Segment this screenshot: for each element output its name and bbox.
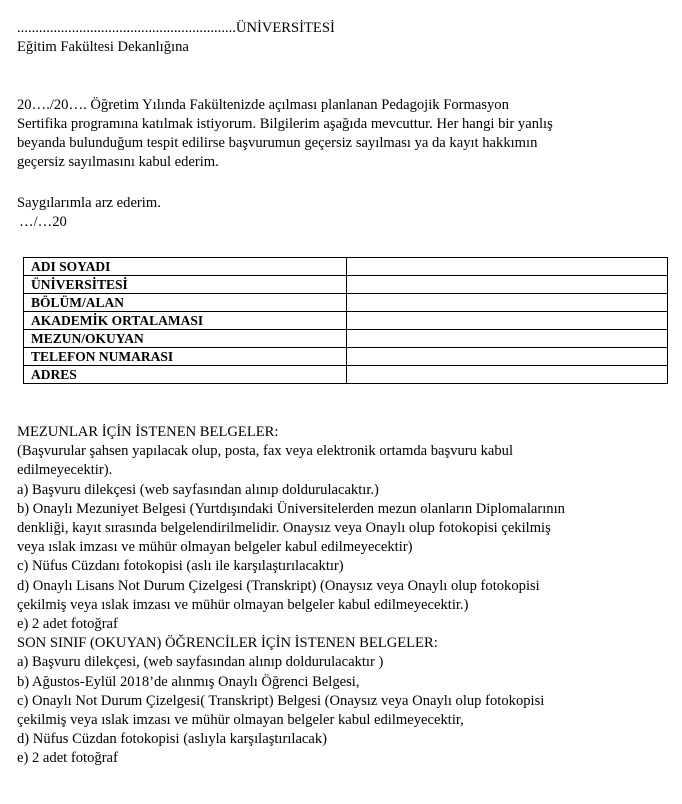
requirement-line: c) Onaylı Not Durum Çizelgesi( Transkript) Belgesi (Onaysız veya Onaylı olup fotokopisi [17, 692, 545, 709]
row-value-field[interactable] [347, 258, 668, 276]
requirement-line: c) Nüfus Cüzdanı fotokopisi (aslı ile karşılaştırılacaktır) [17, 558, 344, 575]
requirement-line: veya ıslak imzası ve mühür olmayan belgeler kabul edilmeyecektir) [17, 539, 413, 556]
table-row [24, 276, 668, 294]
table-row [24, 312, 668, 330]
info-table [23, 257, 668, 384]
row-label: TELEFON NUMARASI [24, 348, 347, 366]
letter-line: Sertifika programına katılmak istiyorum. Bilgilerim aşağıda mevcuttur. Her hangi bir yanlış [17, 116, 553, 132]
requirement-line: d) Onaylı Lisans Not Durum Çizelgesi (Transkript) (Onaysız veya Onaylı olup fotokopisi [17, 577, 540, 594]
row-value-field[interactable] [347, 348, 668, 366]
requirement-line: çekilmiş veya ıslak imzası ve mühür olmayan belgeler kabul edilmeyecektir, [17, 712, 464, 729]
table-row [24, 294, 668, 312]
table-row [24, 366, 668, 384]
row-value-field[interactable] [347, 366, 668, 384]
row-value-field[interactable] [347, 330, 668, 348]
requirement-line: çekilmiş veya ıslak imzası ve mühür olmayan belgeler kabul edilmeyecektir.) [17, 596, 469, 613]
row-value-field[interactable] [347, 276, 668, 294]
graduates-heading: MEZUNLAR İÇİN İSTENEN BELGELER: [17, 424, 279, 440]
requirement-line: denkliği, kayıt sırasında belgelendirilmelidir. Onaysız veya Onaylı olup fotokopisi çekilmiş [17, 520, 551, 537]
table-row [24, 330, 668, 348]
students-heading: SON SINIF (OKUYAN) ÖĞRENCİLER İÇİN İSTENEN BELGELER: [17, 635, 438, 652]
dean-line: Eğitim Fakültesi Dekanlığına [17, 39, 189, 55]
row-label: BÖLÜM/ALAN [24, 294, 347, 312]
requirement-line: a) Başvuru dilekçesi (web sayfasından alınıp doldurulacaktır.) [17, 481, 379, 498]
date-line: …/…20 [19, 214, 67, 230]
row-label: ADI SOYADI [24, 258, 347, 276]
requirement-line: b) Ağustos-Eylül 2018’de alınmış Onaylı Öğrenci Belgesi, [17, 673, 360, 690]
row-value-field[interactable] [347, 294, 668, 312]
salutation: Saygılarımla arz ederim. [17, 195, 161, 211]
row-label: ÜNİVERSİTESİ [24, 276, 347, 294]
requirement-line: a) Başvuru dilekçesi, (web sayfasından alınıp doldurulacaktır ) [17, 654, 384, 671]
letter-line: 20…./20…. Öğretim Yılında Fakültenizde açılması planlanan Pedagojik Formasyon [17, 97, 509, 113]
requirement-line: d) Nüfus Cüzdan fotokopisi (aslıyla karşılaştırılacak) [17, 731, 328, 748]
requirement-line: e) 2 adet fotoğraf [17, 750, 118, 767]
university-line: ............................................................ÜNİVERSİTESİ [17, 20, 335, 36]
row-label: MEZUN/OKUYAN [24, 330, 347, 348]
requirement-line: edilmeyecektir). [17, 462, 113, 479]
requirement-line: e) 2 adet fotoğraf [17, 616, 118, 633]
table-row [24, 258, 668, 276]
row-value-field[interactable] [347, 312, 668, 330]
table-row [24, 348, 668, 366]
letter-line: geçersiz sayılmasını kabul ederim. [17, 154, 219, 170]
row-label: AKADEMİK ORTALAMASI [24, 312, 347, 330]
requirement-line: b) Onaylı Mezuniyet Belgesi (Yurtdışındaki Üniversitelerden mezun olanların Diplomalarının [17, 500, 565, 517]
requirement-line: (Başvurular şahsen yapılacak olup, posta, fax veya elektronik ortamda başvuru kabul [17, 443, 514, 460]
requirements-section [17, 423, 677, 769]
letter-line: beyanda bulunduğum tespit edilirse başvurumun geçersiz sayılması ya da kayıt hakkımın [17, 135, 538, 151]
row-label: ADRES [24, 366, 347, 384]
